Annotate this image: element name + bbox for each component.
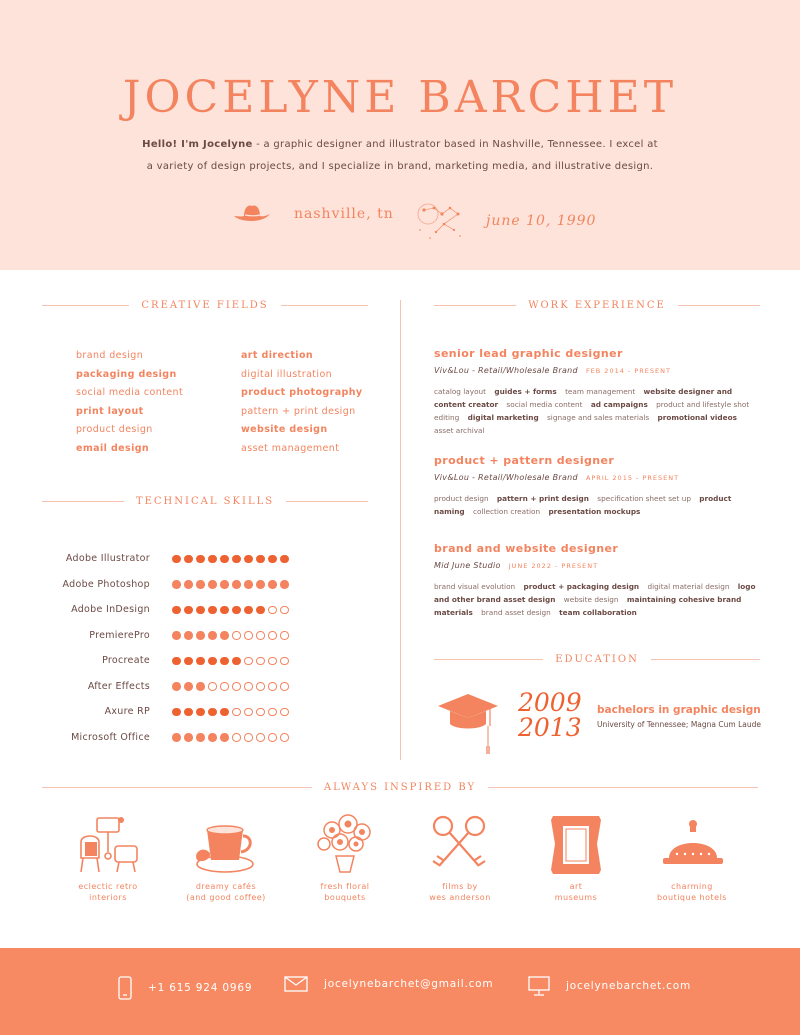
job-tag: digital material design	[647, 582, 730, 591]
skill-name: Adobe Illustrator	[65, 553, 150, 565]
job-entry	[434, 542, 764, 619]
rating-dot-filled	[184, 580, 193, 589]
inspired-item	[400, 812, 520, 903]
rating-dot-empty	[208, 682, 217, 691]
job-tag: product and lifestyle shot editing	[434, 400, 750, 422]
rating-dot-empty	[268, 708, 277, 717]
school: University of Tennessee; Magna Cum Laude	[597, 720, 761, 729]
rating-dot-empty	[268, 733, 277, 742]
section-title: CREATIVE FIELDS	[141, 300, 269, 311]
rating-dot-empty	[256, 708, 265, 717]
rating-dot-filled	[220, 555, 229, 564]
skill-rating	[172, 657, 289, 666]
job-tag: asset archival	[434, 426, 485, 435]
skill-name: After Effects	[87, 680, 150, 692]
cowboy-hat-icon	[232, 202, 272, 226]
rating-dot-filled	[172, 580, 181, 589]
location	[232, 202, 394, 226]
contact-phone[interactable]	[118, 976, 252, 1000]
rating-dot-filled	[172, 733, 181, 742]
job-dates: JUNE 2022 - PRESENT	[508, 562, 599, 570]
creative-fields-left	[76, 347, 183, 458]
creative-field-item: email design	[76, 442, 150, 454]
rating-dot-filled	[256, 580, 265, 589]
rating-dot-empty	[244, 682, 253, 691]
job-tag: website designer and content creator	[434, 387, 733, 409]
year-start: 2009	[518, 688, 582, 717]
title-rule	[488, 787, 758, 788]
rating-dot-filled	[184, 631, 193, 640]
job-tag: ad campaigns	[590, 400, 648, 409]
inspired-item	[285, 812, 405, 903]
rating-dot-filled	[184, 733, 193, 742]
job-tag: product + packaging design	[523, 582, 640, 591]
job-company: Viv&Lou - Retail/Wholesale Brand	[434, 473, 578, 482]
rating-dot-filled	[196, 606, 205, 615]
skill-name: Axure RP	[104, 706, 150, 718]
rating-dot-filled	[196, 580, 205, 589]
rating-dot-filled	[268, 555, 277, 564]
title-rule	[286, 501, 368, 502]
rating-dot-filled	[232, 657, 241, 666]
rating-dot-empty	[232, 708, 241, 717]
job-tag: collection creation	[472, 507, 541, 516]
job-dates: APRIL 2015 - PRESENT	[585, 474, 680, 482]
job-subtitle	[434, 473, 764, 482]
job-tag: team collaboration	[559, 608, 637, 617]
title-rule	[42, 501, 124, 502]
rating-dot-filled	[220, 657, 229, 666]
contact-email[interactable]	[284, 976, 493, 992]
header	[0, 0, 800, 270]
inspired-label: eclectic retro interiors	[78, 882, 138, 902]
intro-greeting: Hello! I'm Jocelyne	[142, 139, 253, 150]
rating-dot-empty	[268, 606, 277, 615]
location-text: nashville, tn	[294, 206, 394, 222]
footer	[0, 948, 800, 1035]
rating-dot-filled	[184, 555, 193, 564]
title-rule	[42, 787, 312, 788]
contact-website[interactable]	[528, 976, 691, 996]
rating-dot-filled	[220, 631, 229, 640]
rating-dot-filled	[184, 657, 193, 666]
resume-name: JOCELYNE BARCHET	[122, 72, 678, 123]
rating-dot-empty	[280, 657, 289, 666]
skill-row	[60, 674, 360, 700]
job-title: product + pattern designer	[434, 454, 615, 467]
rating-dot-filled	[196, 555, 205, 564]
skill-row	[60, 546, 360, 572]
rating-dot-filled	[256, 555, 265, 564]
inspired-item	[632, 812, 752, 903]
rating-dot-filled	[184, 708, 193, 717]
constellation-icon	[414, 200, 464, 242]
job-subtitle	[434, 561, 764, 570]
rating-dot-empty	[232, 631, 241, 640]
skills-list	[60, 546, 360, 750]
job-tag: catalog layout	[434, 387, 487, 396]
keys-icon	[425, 812, 495, 876]
rating-dot-filled	[280, 580, 289, 589]
creative-field-item: social media content	[76, 387, 184, 398]
retro-chair-icon	[73, 812, 143, 876]
rating-dot-empty	[280, 606, 289, 615]
job-tags	[434, 580, 764, 619]
education-years	[518, 690, 582, 740]
service-bell-icon	[657, 812, 727, 876]
rating-dot-empty	[280, 631, 289, 640]
rating-dot-empty	[268, 657, 277, 666]
rating-dot-empty	[244, 657, 253, 666]
technical-skills-title	[42, 496, 368, 507]
rating-dot-empty	[232, 682, 241, 691]
skill-row	[60, 572, 360, 598]
rating-dot-empty	[232, 733, 241, 742]
rating-dot-filled	[208, 708, 217, 717]
title-rule	[42, 305, 129, 306]
rating-dot-filled	[196, 657, 205, 666]
rating-dot-filled	[184, 682, 193, 691]
rating-dot-empty	[280, 682, 289, 691]
rating-dot-filled	[208, 657, 217, 666]
job-tag: signage and sales materials	[547, 413, 650, 422]
rating-dot-filled	[208, 606, 217, 615]
rating-dot-filled	[208, 580, 217, 589]
inspired-label: dreamy cafés (and good coffee)	[186, 882, 266, 902]
rating-dot-empty	[268, 631, 277, 640]
rating-dot-empty	[256, 682, 265, 691]
inspired-title	[42, 782, 758, 793]
coffee-cup-icon	[191, 812, 261, 876]
skill-row	[60, 597, 360, 623]
skill-row	[60, 699, 360, 725]
job-tag: website design	[563, 595, 619, 604]
creative-field-item: product design	[76, 424, 153, 435]
skill-name: Procreate	[102, 655, 150, 667]
intro-text	[120, 134, 680, 178]
rating-dot-empty	[244, 631, 253, 640]
title-rule	[434, 305, 516, 306]
job-tags	[434, 385, 764, 437]
skill-rating	[172, 631, 289, 640]
rating-dot-filled	[196, 733, 205, 742]
education-title	[434, 654, 760, 665]
job-dates: FEB 2014 - PRESENT	[585, 367, 671, 375]
job-tag: brand asset design	[481, 608, 551, 617]
rating-dot-filled	[172, 555, 181, 564]
flower-bouquet-icon	[310, 812, 380, 876]
intro-line2: a variety of design projects, and I specialize in brand, marketing media, and illustrative design.	[146, 161, 654, 172]
rating-dot-filled	[232, 606, 241, 615]
inspired-item	[166, 812, 286, 903]
rating-dot-filled	[172, 708, 181, 717]
creative-field-item: packaging design	[76, 368, 177, 380]
rating-dot-filled	[184, 606, 193, 615]
inspired-item	[48, 812, 168, 903]
inspired-label: art museums	[554, 882, 598, 902]
rating-dot-filled	[172, 606, 181, 615]
rating-dot-filled	[232, 555, 241, 564]
job-tag: product design	[434, 494, 489, 503]
intro-line1: - a graphic designer and illustrator based in Nashville, Tennessee. I excel at	[252, 139, 658, 150]
column-divider	[400, 300, 401, 760]
job-entry	[434, 347, 764, 437]
rating-dot-filled	[280, 555, 289, 564]
skill-rating	[172, 708, 289, 717]
rating-dot-filled	[232, 580, 241, 589]
job-tag: logo and other brand asset design	[434, 582, 756, 604]
inspired-label: charming boutique hotels	[657, 882, 727, 902]
job-tag: team management	[565, 387, 636, 396]
rating-dot-filled	[244, 555, 253, 564]
job-tag: brand visual evolution	[434, 582, 516, 591]
job-title: brand and website designer	[434, 542, 619, 555]
skill-name: Microsoft Office	[71, 731, 150, 743]
skill-name: PremierePro	[89, 629, 150, 641]
rating-dot-filled	[220, 733, 229, 742]
title-rule	[651, 659, 760, 660]
rating-dot-empty	[244, 708, 253, 717]
creative-field-item: website design	[241, 424, 328, 435]
rating-dot-filled	[172, 682, 181, 691]
section-title: WORK EXPERIENCE	[528, 300, 666, 311]
rating-dot-filled	[268, 580, 277, 589]
rating-dot-empty	[280, 708, 289, 717]
job-title: senior lead graphic designer	[434, 347, 623, 360]
graduation-cap-icon	[436, 690, 500, 756]
email-text: jocelynebarchet@gmail.com	[324, 978, 494, 990]
rating-dot-empty	[268, 682, 277, 691]
picture-frame-icon	[541, 812, 611, 876]
rating-dot-filled	[196, 631, 205, 640]
inspired-label: films by wes anderson	[429, 882, 491, 902]
job-tag: maintaining cohesive brand materials	[434, 595, 742, 617]
skill-name: Adobe InDesign	[71, 604, 150, 616]
job-tag: digital marketing	[467, 413, 539, 422]
job-tag: specification sheet set up	[597, 494, 691, 503]
birthday	[414, 200, 596, 242]
rating-dot-filled	[220, 580, 229, 589]
monitor-icon	[528, 976, 550, 996]
rating-dot-empty	[220, 682, 229, 691]
job-company: Viv&Lou - Retail/Wholesale Brand	[434, 366, 578, 375]
rating-dot-empty	[256, 657, 265, 666]
title-rule	[281, 305, 368, 306]
creative-field-item: asset management	[241, 442, 340, 454]
creative-field-item: print layout	[76, 405, 144, 417]
skill-rating	[172, 555, 289, 564]
creative-field-item: art direction	[241, 350, 314, 361]
rating-dot-filled	[196, 708, 205, 717]
rating-dot-filled	[196, 682, 205, 691]
rating-dot-filled	[208, 555, 217, 564]
title-rule	[434, 659, 543, 660]
rating-dot-filled	[220, 606, 229, 615]
rating-dot-filled	[172, 631, 181, 640]
job-tag: presentation mockups	[548, 507, 641, 516]
section-title: EDUCATION	[555, 654, 639, 665]
inspired-item	[516, 812, 636, 903]
job-tag: pattern + print design	[496, 494, 589, 503]
job-company: Mid June Studio	[434, 561, 501, 570]
creative-field-item: brand design	[76, 350, 144, 361]
job-tag: product naming	[434, 494, 732, 516]
skill-row	[60, 725, 360, 751]
section-title: TECHNICAL SKILLS	[135, 496, 275, 507]
rating-dot-filled	[208, 631, 217, 640]
work-experience-title	[434, 300, 760, 311]
rating-dot-empty	[244, 733, 253, 742]
job-tag: guides + forms	[494, 387, 557, 396]
creative-field-item: product photography	[241, 387, 363, 398]
skill-row	[60, 623, 360, 649]
rating-dot-filled	[208, 733, 217, 742]
rating-dot-filled	[256, 606, 265, 615]
rating-dot-filled	[244, 580, 253, 589]
website-text: jocelynebarchet.com	[566, 980, 691, 992]
title-rule	[678, 305, 760, 306]
skill-row	[60, 648, 360, 674]
rating-dot-empty	[256, 733, 265, 742]
rating-dot-empty	[256, 631, 265, 640]
skill-rating	[172, 606, 289, 615]
job-tags	[434, 492, 764, 518]
phone-icon	[118, 976, 132, 1000]
job-tag: promotional videos	[657, 413, 737, 422]
envelope-icon	[284, 976, 308, 992]
rating-dot-empty	[280, 733, 289, 742]
creative-field-item: digital illustration	[241, 368, 333, 380]
creative-field-item: pattern + print design	[241, 405, 356, 417]
phone-text: +1 615 924 0969	[148, 982, 253, 994]
skill-rating	[172, 580, 289, 589]
inspired-label: fresh floral bouquets	[320, 882, 370, 902]
creative-fields-title	[42, 300, 368, 311]
skill-rating	[172, 733, 289, 742]
job-tag: social media content	[506, 400, 583, 409]
rating-dot-filled	[172, 657, 181, 666]
birthday-text: june 10, 1990	[486, 213, 597, 229]
skill-name: Adobe Photoshop	[62, 578, 150, 590]
rating-dot-filled	[244, 606, 253, 615]
degree: bachelors in graphic design	[597, 704, 761, 716]
job-subtitle	[434, 366, 764, 375]
creative-fields-right	[241, 347, 362, 458]
year-end: 2013	[518, 713, 582, 742]
skill-rating	[172, 682, 289, 691]
section-title: ALWAYS INSPIRED BY	[323, 782, 477, 793]
job-entry	[434, 454, 764, 518]
rating-dot-filled	[220, 708, 229, 717]
